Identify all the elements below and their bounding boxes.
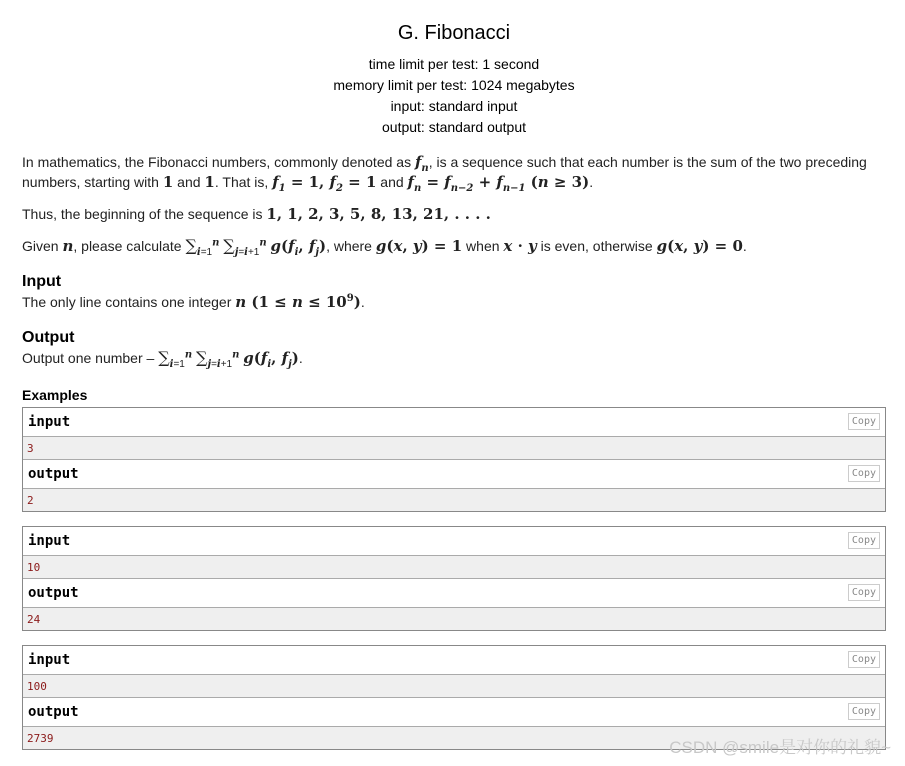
example-input-value: 10 [27, 561, 41, 574]
sequence: 1, 1, 2, 3, 5, 8, 13, 21, . . . . [266, 205, 491, 223]
example-block [22, 407, 886, 512]
problem-page [22, 0, 886, 750]
copy-button[interactable]: Copy [848, 532, 880, 549]
example-output-value: 2739 [27, 732, 54, 745]
example-output-value: 2 [27, 494, 34, 507]
text: and [376, 174, 408, 190]
statement-paragraph-3: Given n, please calculate $\sum_{i=1}^n$ $\sum_{j=i+1}^n$ $g(f_i$, $f_j$), where g(x, y) = 1 when x · y is even, otherwise g(x, y) = 0. [22, 236, 747, 258]
text: . That is, [214, 174, 273, 190]
memory-limit: memory limit per test: 1024 megabytes [333, 77, 575, 93]
time-limit: time limit per test: 1 second [368, 56, 540, 72]
input-label: input [28, 533, 71, 549]
text: In mathematics, the Fibonacci numbers, commonly denoted as [22, 154, 415, 170]
example-output-value: 24 [27, 613, 41, 626]
example-input [23, 675, 885, 698]
statement-paragraph-1: In mathematics, the Fibonacci numbers, commonly denoted as $f_n$, is a sequence such that each number is the sum of the two preceding numbers, starting with 1 and 1. That is, $f_1 = 1$, $f_2 = 1$ and $f_n = f_{n-2} + f_{n-1}$ (n ≥ 3). [22, 153, 867, 194]
input-label: input [28, 414, 71, 430]
text: Thus, the beginning of the sequence is [22, 206, 267, 222]
copy-button[interactable]: Copy [848, 465, 880, 482]
problem-header [22, 20, 886, 138]
output-spec: output: standard output [382, 119, 526, 135]
input-spec: input: standard input [390, 98, 518, 114]
input-section-title: Input [22, 273, 62, 290]
example-output [23, 489, 885, 511]
text: Output one number – [22, 350, 159, 366]
text: Given [22, 238, 63, 254]
text: and [173, 174, 205, 190]
examples-title: Examples [22, 387, 88, 403]
copy-button[interactable]: Copy [848, 703, 880, 720]
output-section-title: Output [22, 329, 75, 346]
text: , where [326, 238, 376, 254]
output-label: output [28, 704, 79, 720]
example-output-header [23, 579, 885, 608]
example-input-header [23, 408, 885, 437]
statement-paragraph-2 [22, 204, 886, 224]
text: The only line contains one integer [22, 294, 236, 310]
text: , is a sequence such that each number is the sum of the two preceding numbers, starting with [22, 154, 867, 190]
watermark: CSDN @smile是对你的礼貌~ [669, 738, 891, 757]
text: when [462, 238, 504, 254]
example-input-header [23, 527, 885, 556]
text: is even, otherwise [536, 238, 657, 254]
text: , please calculate [73, 238, 186, 254]
input-label: input [28, 652, 71, 668]
example-input-value: 100 [27, 680, 47, 693]
copy-button[interactable]: Copy [848, 413, 880, 430]
output-section-body: Output one number – $\sum_{i=1}^n$ $\sum_{j=i+1}^n$ $g(f_i$, $f_j$). [22, 348, 303, 370]
example-input-value: 3 [27, 442, 34, 455]
example-block [22, 526, 886, 631]
copy-button[interactable]: Copy [848, 584, 880, 601]
copy-button[interactable]: Copy [848, 651, 880, 668]
example-input-header [23, 646, 885, 675]
output-label: output [28, 585, 79, 601]
example-input [23, 556, 885, 579]
input-section-body: The only line contains one integer n $(1 \le n \le 10^9)$. [22, 293, 365, 311]
example-output-header [23, 698, 885, 727]
output-label: output [28, 466, 79, 482]
example-input [23, 437, 885, 460]
problem-title: G. Fibonacci [397, 22, 511, 44]
example-output [23, 608, 885, 630]
example-output-header [23, 460, 885, 489]
